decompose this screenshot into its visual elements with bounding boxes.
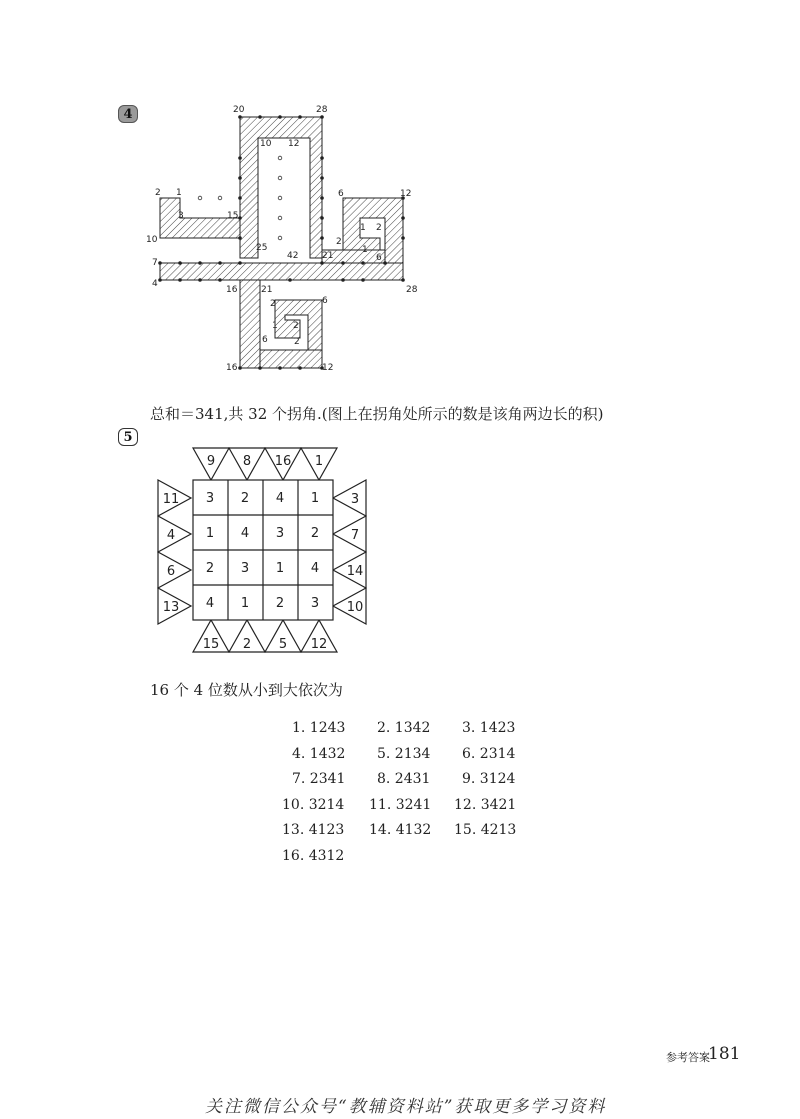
grid-cell: 1 — [240, 596, 250, 611]
right-triangle-label: 10 — [346, 600, 364, 615]
grid-cell: 4 — [310, 561, 320, 576]
corner-label: 7 — [152, 258, 158, 268]
list-item: 13. 4123 — [282, 822, 345, 839]
list-item: 4. 1432 — [292, 745, 346, 762]
list-item: 9. 3124 — [462, 771, 516, 788]
left-triangle-label: 4 — [166, 528, 176, 543]
corner-label: 1 — [176, 188, 182, 198]
corner-label: 25 — [256, 243, 268, 253]
grid-cell: 3 — [205, 491, 215, 506]
corner-label: 2 — [294, 337, 300, 347]
corner-label: 12 — [288, 139, 300, 149]
list-item: 14. 4132 — [369, 822, 432, 839]
figure-4-hatched-path — [140, 100, 440, 375]
corner-label: 2 — [270, 299, 276, 309]
footer-label: 参考答案 — [666, 1051, 710, 1064]
corner-label: 16 — [226, 285, 238, 295]
corner-label: 4 — [152, 279, 158, 289]
corner-label: 1 — [362, 245, 368, 255]
corner-label: 2 — [293, 321, 299, 331]
section-4-caption: 总和＝341,共 32 个拐角.(图上在拐角处所示的数是该角两边长的积) — [150, 405, 604, 423]
top-triangle-label: 16 — [274, 454, 292, 469]
grid-cell: 2 — [240, 491, 250, 506]
list-item: 10. 3214 — [282, 796, 345, 813]
figure-5-grid — [150, 440, 380, 660]
corner-label: 6 — [338, 189, 344, 199]
list-item: 7. 2341 — [292, 771, 346, 788]
grid-cell: 2 — [205, 561, 215, 576]
bottom-triangle-label: 15 — [202, 637, 220, 652]
corner-label: 16 — [226, 363, 238, 373]
list-item: 2. 1342 — [377, 720, 431, 736]
corner-label: 1 — [360, 223, 366, 233]
grid-cell: 3 — [240, 561, 250, 576]
grid-cell: 1 — [275, 561, 285, 576]
bottom-triangle-label: 2 — [242, 637, 252, 652]
top-triangle-label: 8 — [242, 454, 252, 469]
section-4-badge: 4 — [118, 105, 138, 123]
list-item: 1. 1243 — [292, 720, 346, 736]
grid-cell: 4 — [275, 491, 285, 506]
corner-label: 28 — [406, 285, 418, 295]
right-triangle-label: 14 — [346, 564, 364, 579]
bottom-triangle-label: 12 — [310, 637, 328, 652]
grid-cell: 3 — [310, 596, 320, 611]
section-5-badge: 5 — [118, 428, 138, 446]
corner-label: 2 — [155, 188, 161, 198]
bottom-triangle-label: 5 — [278, 637, 288, 652]
corner-label: 10 — [260, 139, 272, 149]
list-item: 12. 3421 — [454, 796, 517, 813]
right-triangle-label: 7 — [350, 528, 360, 543]
corner-label: 6 — [262, 335, 268, 345]
corner-label: 1 — [272, 321, 278, 331]
corner-label: 6 — [376, 253, 382, 263]
corner-label: 21 — [322, 251, 334, 261]
left-triangle-label: 6 — [166, 564, 176, 579]
page-number: 181 — [708, 1044, 741, 1064]
list-item: 15. 4213 — [454, 822, 517, 839]
corner-label: 42 — [287, 251, 299, 261]
corner-label: 10 — [146, 235, 158, 245]
hatched-region — [160, 117, 403, 368]
grid-cell: 4 — [205, 596, 215, 611]
top-triangle-label: 1 — [314, 454, 324, 469]
grid-cell: 3 — [275, 526, 285, 541]
grid-cell: 1 — [310, 491, 320, 506]
list-item: 8. 2431 — [377, 771, 431, 788]
corner-label: 21 — [261, 285, 273, 295]
grid-cell: 1 — [205, 526, 215, 541]
list-item: 5. 2134 — [377, 745, 431, 762]
top-triangle-label: 9 — [206, 454, 216, 469]
corner-label: 28 — [316, 105, 328, 115]
corner-label: 2 — [376, 223, 382, 233]
grid-cell: 2 — [310, 526, 320, 541]
corner-label: 6 — [322, 296, 328, 306]
corner-label: 12 — [400, 189, 412, 199]
left-triangle-label: 11 — [162, 492, 180, 507]
grid-cell: 2 — [275, 596, 285, 611]
corner-label: 15 — [227, 211, 239, 221]
list-item: 16. 4312 — [282, 847, 345, 864]
corner-label: 12 — [322, 363, 334, 373]
grid-cell: 4 — [240, 526, 250, 541]
corner-label: 20 — [233, 105, 245, 115]
list-item: 3. 1423 — [462, 720, 516, 736]
right-triangle-label: 3 — [350, 492, 360, 507]
corner-label: 2 — [336, 237, 342, 247]
corner-label: 3 — [178, 211, 184, 221]
list-item: 6. 2314 — [462, 745, 516, 762]
watermark-text: 关注微信公众号“教辅资料站”获取更多学习资料 — [205, 1097, 607, 1117]
left-triangle-label: 13 — [162, 600, 180, 615]
list-item: 11. 3241 — [369, 796, 432, 813]
section-5-caption: 16 个 4 位数从小到大依次为 — [150, 681, 343, 699]
